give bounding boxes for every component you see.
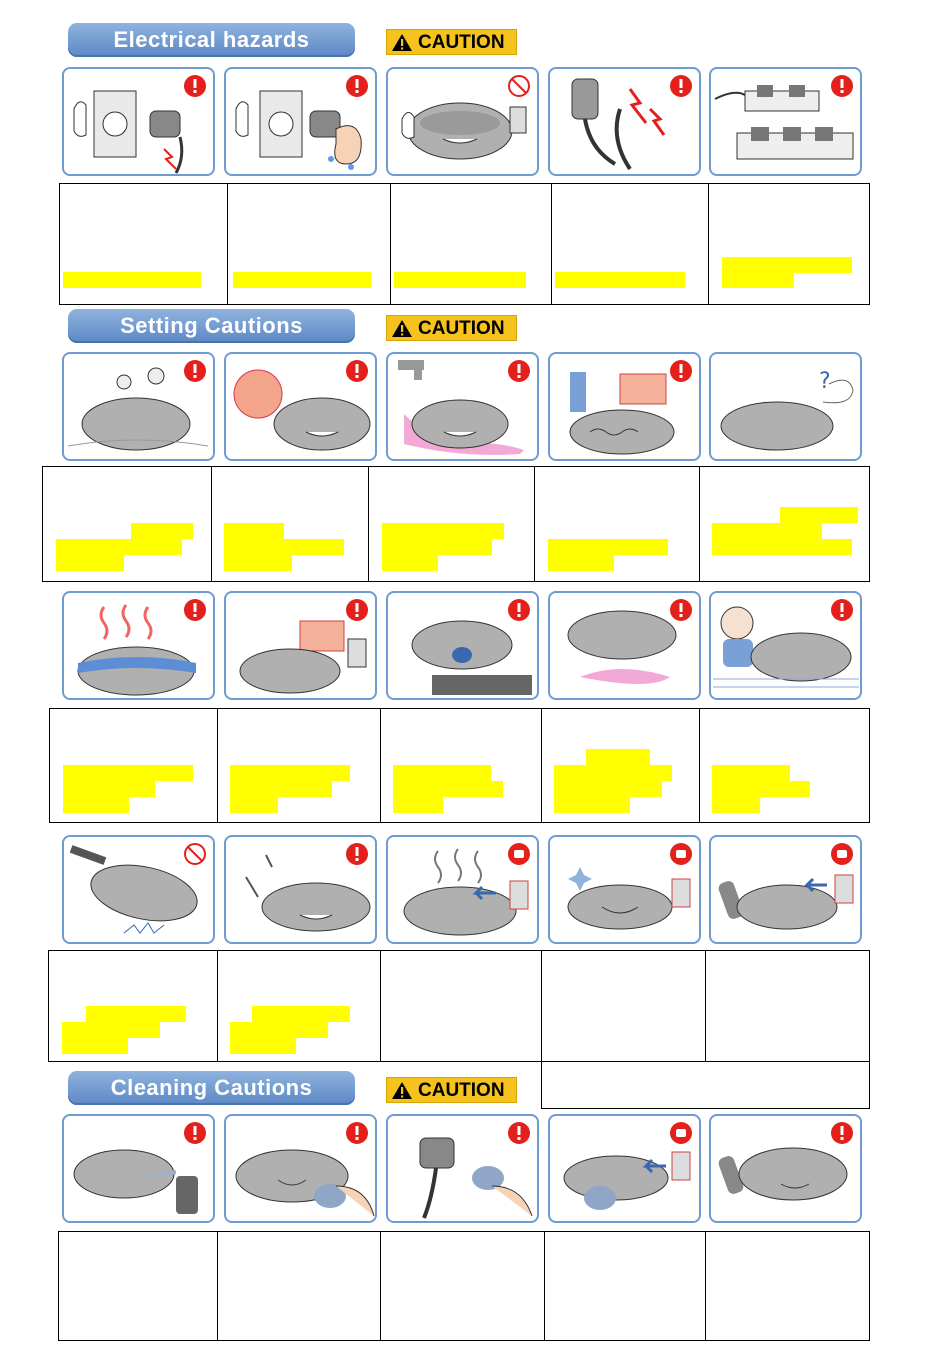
tile-phone-unplug [709,835,862,944]
tile-humid-heater [548,352,701,461]
highlight-bar [63,781,155,797]
text-box [541,950,706,1062]
text-box [49,708,218,823]
text-box [708,183,870,305]
warning-icon [507,1121,531,1145]
text-box [544,1231,706,1341]
highlight-bar [131,523,193,539]
highlight-bar [393,797,443,813]
highlight-bar [548,539,668,555]
caution-triangle-icon [391,33,413,52]
tile-overheat-unplug [386,835,539,944]
unplug-icon [669,842,693,866]
text-box [390,183,552,305]
warning-icon [345,842,369,866]
highlight-bar [63,272,201,288]
highlight-bar [554,797,630,813]
tile-unstable-surface [386,591,539,700]
tile-heater-outlet [224,591,377,700]
text-box [380,708,542,823]
warning-icon [345,74,369,98]
tile-clean-plug [386,1114,539,1223]
warning-icon [830,1121,854,1145]
pebble-screw-illustration [711,354,860,459]
tile-water [386,352,539,461]
highlight-bar [548,555,614,571]
highlight-bar [393,765,491,781]
setting-cautions-title: Setting Cautions [68,309,355,343]
highlight-bar [56,539,182,555]
warning-icon [345,1121,369,1145]
highlight-bar [394,272,526,288]
highlight-bar [712,523,822,539]
warning-icon [507,598,531,622]
highlight-bar [382,555,438,571]
highlight-bar [712,781,810,797]
highlight-bar [722,257,852,273]
warning-icon [669,74,693,98]
text-box [217,1231,381,1341]
highlight-bar [382,539,492,555]
text-box [534,466,700,582]
highlight-bar [230,1038,296,1054]
warning-icon [345,598,369,622]
highlight-bar [712,539,852,555]
cleaning-cautions-title: Cleaning Cautions [68,1071,355,1105]
highlight-bar [712,797,760,813]
text-box [217,950,381,1062]
tile-spray [62,1114,215,1223]
highlight-bar [224,523,284,539]
tile-unplug-wipe [548,1114,701,1223]
highlight-bar [63,765,193,781]
text-box [380,1231,545,1341]
warning-icon [183,359,207,383]
highlight-bar [586,749,650,765]
text-box [551,183,709,305]
tile-dry-phone [709,1114,862,1223]
text-box [217,708,381,823]
tile-heat-source [224,352,377,461]
prohibited-icon [507,74,531,98]
highlight-bar [230,797,278,813]
highlight-bar [233,272,371,288]
tile-damaged-cord [548,67,701,176]
highlight-bar [224,539,344,555]
tile-power-strip [709,67,862,176]
warning-icon [669,598,693,622]
text-box [699,466,870,582]
svg-text:?: ? [819,369,831,394]
text-box [368,466,535,582]
warning-icon [183,1121,207,1145]
tile-dust [62,352,215,461]
tile-pebble-outlet [386,67,539,176]
text-box [48,950,218,1062]
unplug-icon [669,1121,693,1145]
electrical-hazards-title: Electrical hazards [68,23,355,57]
highlight-bar [63,797,129,813]
warning-icon [830,598,854,622]
tile-foreign-object [709,352,862,461]
highlight-bar [224,555,292,571]
text-box [705,1231,870,1341]
tile-small-objects [224,835,377,944]
caution-label: CAUTION [386,315,517,341]
tile-covered [62,591,215,700]
warning-icon [183,598,207,622]
text-box [211,466,369,582]
unplug-icon [507,842,531,866]
highlight-bar [86,1006,186,1022]
tile-wet-hand-plug [224,67,377,176]
highlight-bar [554,765,672,781]
caution-label: CAUTION [386,1077,517,1103]
highlight-bar [230,765,350,781]
tile-child [709,591,862,700]
text-box [59,183,228,305]
warning-icon [830,74,854,98]
warning-icon [669,359,693,383]
highlight-bar [252,1006,350,1022]
text-box [42,466,212,582]
text-box [58,1231,218,1341]
caution-label: CAUTION [386,29,517,55]
highlight-bar [382,523,504,539]
text-box [541,708,700,823]
text-box [699,708,870,823]
tile-wipe [224,1114,377,1223]
unplug-icon [830,842,854,866]
highlight-bar [56,555,124,571]
caution-triangle-icon [391,319,413,338]
prohibited-icon [183,842,207,866]
text-box [541,1061,870,1109]
tile-no-impact [62,835,215,944]
text-box [380,950,542,1062]
warning-icon [183,74,207,98]
highlight-bar [230,781,332,797]
tile-liquid-spill [548,591,701,700]
highlight-bar [554,781,662,797]
warning-icon [507,359,531,383]
warning-icon [345,359,369,383]
tile-outlet-hand [62,67,215,176]
highlight-bar [393,781,503,797]
highlight-bar [712,765,790,781]
highlight-bar [722,273,794,288]
highlight-bar [780,507,858,523]
tile-sparkle-unplug [548,835,701,944]
highlight-bar [62,1038,128,1054]
highlight-bar [555,272,685,288]
text-box [705,950,870,1062]
highlight-bar [230,1022,328,1038]
highlight-bar [62,1022,160,1038]
text-box [227,183,391,305]
caution-triangle-icon [391,1081,413,1100]
